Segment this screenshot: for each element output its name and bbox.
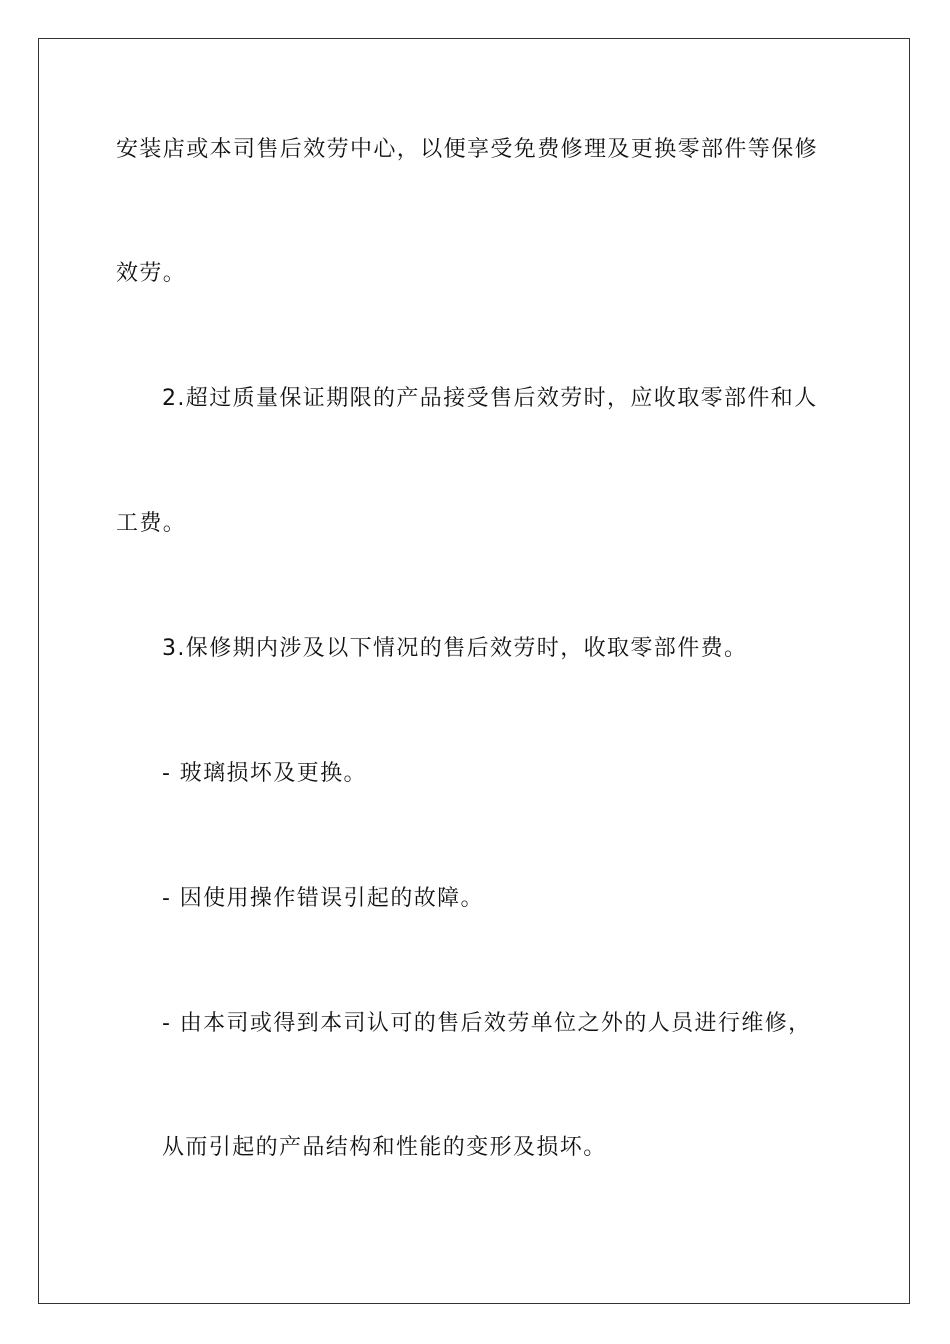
list-item-3: - 由本司或得到本司认可的售后效劳单位之外的人员进行维修，	[162, 1011, 812, 1036]
page-border	[38, 38, 910, 1304]
text-line-4: 工费。	[116, 511, 187, 536]
text-line-2: 效劳。	[116, 261, 187, 286]
list-item-1: - 玻璃损坏及更换。	[162, 761, 367, 786]
text-line-1: 安装店或本司售后效劳中心，以便享受免费修理及更换零部件等保修	[116, 137, 819, 162]
list-item-3-continued: 从而引起的产品结构和性能的变形及损坏。	[162, 1135, 607, 1160]
text-line-5: 3.保修期内涉及以下情况的售后效劳时，收取零部件费。	[162, 636, 748, 661]
text-line-3: 2.超过质量保证期限的产品接受售后效劳时，应收取零部件和人	[162, 386, 818, 411]
list-item-2: - 因使用操作错误引起的故障。	[162, 886, 484, 911]
